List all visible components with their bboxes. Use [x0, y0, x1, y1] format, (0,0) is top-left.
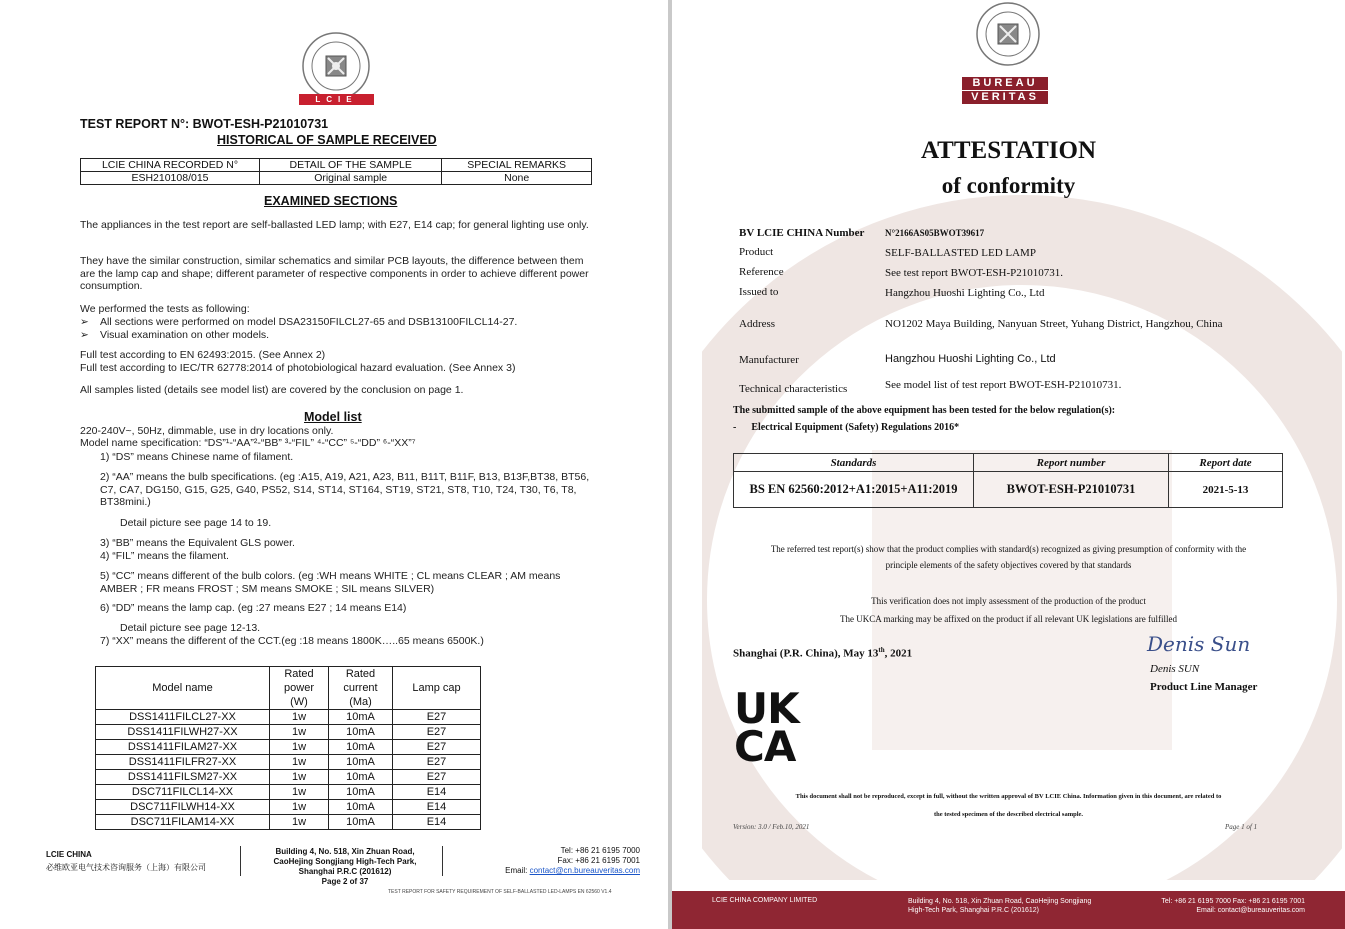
footer-address-line: Building 4, No. 518, Xin Zhuan Road,: [275, 847, 415, 856]
model-cell: E27: [393, 725, 481, 740]
field-label: Reference: [739, 266, 784, 278]
model-header-cell: Model name: [96, 667, 270, 710]
paragraph: They have the similar construction, similar schematics and similar PCB layouts, the difference between them are the lamp cap and shape; different parameter of respective components in order to achieve different power consumption.: [80, 255, 589, 292]
field-value: N°2166AS05BWOT39617: [885, 228, 985, 238]
field-value: SELF-BALLASTED LED LAMP: [885, 247, 1036, 259]
footer-doc-ref: TEST REPORT FOR SAFETY REQUIREMENT OF SELF-BALLASTED LED-LAMPS EN 62560 V1.4: [388, 889, 612, 895]
footer-address-line: High-Tech Park, Shanghai P.R.C (201612): [908, 907, 1040, 914]
model-cell: 10mA: [329, 740, 393, 755]
verification-line: The UKCA marking may be affixed on the product if all relevant UK legislations are fulfilled: [840, 614, 1177, 624]
field-value: Hangzhou Huoshi Lighting Co., Ltd: [885, 353, 1056, 365]
field-value: See model list of test report BWOT-ESH-P21010731.: [885, 379, 1122, 391]
sample-cell: None: [442, 172, 592, 185]
table-row: [96, 725, 481, 740]
list-item: 6) “DD” means the lamp cap. (eg :27 means E27 ; 14 means E14): [100, 602, 407, 614]
verification-statement: [672, 592, 1345, 628]
disclaimer-line: This document shall not be reproduced, except in full, without the written approval of BV LCIE China. Information given in this document, are related to: [795, 793, 1222, 800]
footer-tel-fax: Tel: +86 21 6195 7000 Fax: +86 21 6195 7001: [1161, 898, 1305, 905]
sample-cell: Original sample: [260, 172, 442, 185]
model-cell: 10mA: [329, 770, 393, 785]
list-item: 5) “CC” means different of the bulb colors. (eg :WH means WHITE ; CL means CLEAR ; AM means AMBER ; FR means FROST ; SM means SMOKE ; SIL means SILVER): [100, 570, 561, 595]
paragraph: All samples listed (details see model list) are covered by the conclusion on page 1.: [80, 384, 464, 396]
model-cell: E27: [393, 740, 481, 755]
footer-company: LCIE CHINA: [46, 850, 92, 859]
report-number: TEST REPORT N°: BWOT-ESH-P21010731: [80, 117, 329, 131]
model-list-title: Model list: [304, 410, 362, 424]
field-value: Hangzhou Huoshi Lighting Co., Ltd: [885, 287, 1045, 299]
model-cell: 1w: [270, 800, 329, 815]
place-date: [733, 646, 912, 660]
model-list-line: 220-240V~, 50Hz, dimmable, use in dry locations only.: [80, 425, 334, 437]
footer-address-line: Building 4, No. 518, Xin Zhuan Road, CaoHejing Songjiang: [908, 898, 1092, 905]
referred-statement: [672, 541, 1345, 573]
footer-tel: Tel: +86 21 6195 7000: [560, 846, 640, 855]
standard-cell: BS EN 62560:2012+A1:2015+A11:2019: [734, 472, 974, 508]
model-cell: E27: [393, 755, 481, 770]
footer-address: [245, 847, 445, 887]
table-row: [96, 755, 481, 770]
footer-email-link[interactable]: contact@cn.bureauveritas.com: [529, 866, 640, 875]
table-row: [96, 710, 481, 725]
disclaimer: [672, 788, 1345, 824]
report-number-cell: BWOT-ESH-P21010731: [974, 472, 1169, 508]
model-header-cell: Lamp cap: [393, 667, 481, 710]
paragraph: The appliances in the test report are self-ballasted LED lamp; with E27, E14 cap; for general lighting use only.: [80, 219, 589, 231]
footer-email: Email: contact@bureauveritas.com: [1196, 907, 1305, 914]
paragraph: Full test according to IEC/TR 62778:2014 of photobiological hazard evaluation. (See Annex 3): [80, 362, 516, 374]
veritas-logo-text: VERITAS: [962, 91, 1048, 104]
table-row: [96, 770, 481, 785]
page-number: Page 2 of 37: [321, 877, 369, 886]
table-row: [96, 815, 481, 830]
footer-contact: [450, 846, 640, 876]
field-label: Manufacturer: [739, 354, 799, 366]
footer-address: [908, 897, 1091, 915]
ukca-mark-line: CA: [734, 722, 796, 771]
model-cell: 1w: [270, 740, 329, 755]
list-item: 2) “AA” means the bulb specifications. (eg :A15, A19, A21, A23, B11, B11T, B11F, B13, B13F,BT38, BT56, C7, CA7, DG150, G15, G25, G40, PS52, S14, ST14, ST164, ST19, ST21, ST8, T10, T24, T30, T6, T8, BT38mini.): [100, 471, 590, 508]
model-cell: DSS1411FILSM27-XX: [96, 770, 270, 785]
standards-header-cell: Report date: [1169, 454, 1283, 472]
disclaimer-line: the tested specimen of the described electrical sample.: [933, 811, 1084, 818]
historical-title: HISTORICAL OF SAMPLE RECEIVED: [217, 133, 437, 147]
page-number: Page 1 of 1: [1225, 823, 1258, 831]
model-cell: 1w: [270, 770, 329, 785]
model-cell: DSC711FILWH14-XX: [96, 800, 270, 815]
list-item: Detail picture see page 14 to 19.: [120, 517, 272, 529]
field-label: Issued to: [739, 286, 779, 298]
verification-line: This verification does not imply assessment of the production of the product: [871, 596, 1146, 606]
table-row: [96, 785, 481, 800]
model-cell: 1w: [270, 725, 329, 740]
bureau-logo-text: BUREAU: [962, 77, 1048, 90]
list-item: 4) “FIL” means the filament.: [100, 550, 229, 562]
model-cell: DSC711FILAM14-XX: [96, 815, 270, 830]
footer-address-line: Shanghai P.R.C (201612): [298, 867, 392, 876]
list-item: Detail picture see page 12-13.: [120, 622, 261, 634]
model-table-body: [96, 710, 481, 830]
field-value: See test report BWOT-ESH-P21010731.: [885, 267, 1064, 279]
paragraph: Full test according to EN 62493:2015. (See Annex 2): [80, 349, 326, 361]
report-page-left: [0, 0, 668, 929]
standards-header-cell: Report number: [974, 454, 1169, 472]
model-cell: DSS1411FILFR27-XX: [96, 755, 270, 770]
model-cell: DSS1411FILCL27-XX: [96, 710, 270, 725]
attestation-page-right: [672, 0, 1345, 929]
model-cell: 10mA: [329, 800, 393, 815]
footer-divider: [240, 846, 241, 876]
bullet-arrow-icon: ➢: [80, 316, 89, 328]
footer-contact: [1132, 897, 1305, 915]
signer-name: Denis SUN: [1150, 663, 1200, 675]
footer-fax: Fax: +86 21 6195 7001: [557, 856, 640, 865]
lcie-logo-bar: LCIE: [299, 94, 374, 105]
field-label: Product: [739, 246, 774, 258]
bullet-text: All sections were performed on model DSA23150FILCL27-65 and DSB13100FILCL14-27.: [100, 316, 518, 328]
model-list-line: Model name specification: “DS”¹-“AA”²-“BB” ³-“FIL” ⁴-“CC” ⁵-“DD” ⁶-“XX”⁷: [80, 437, 416, 449]
model-header-cell: Rated current (Ma): [329, 667, 393, 710]
model-cell: DSS1411FILAM27-XX: [96, 740, 270, 755]
bureau-veritas-watermark: [702, 180, 1342, 880]
bullet-text: Visual examination on other models.: [100, 329, 270, 341]
place-date-sup: th: [878, 646, 885, 654]
ukca-mark-line: UK: [734, 684, 799, 733]
standards-table: [733, 453, 1283, 508]
report-date-cell: 2021-5-13: [1169, 472, 1283, 508]
list-item: 3) “BB” means the Equivalent GLS power.: [100, 537, 295, 549]
list-item: 1) “DS” means Chinese name of filament.: [100, 451, 294, 463]
sample-header-cell: LCIE CHINA RECORDED N°: [81, 159, 260, 172]
model-cell: 1w: [270, 785, 329, 800]
model-cell: 10mA: [329, 710, 393, 725]
submitted-statement: The submitted sample of the above equipment has been tested for the below regulation(s):: [733, 405, 1116, 416]
model-cell: 1w: [270, 755, 329, 770]
model-cell: 10mA: [329, 815, 393, 830]
bullet-arrow-icon: ➢: [80, 329, 89, 341]
version-label: Version: 3.0 / Feb.10, 2021: [733, 823, 810, 831]
footer-company-cn: 必维欧亚电气技术咨询服务（上海）有限公司: [46, 863, 206, 872]
list-item: 7) “XX” means the different of the CCT.(eg :18 means 1800K…..65 means 6500K.): [100, 635, 484, 647]
field-label: Technical characteristics: [739, 383, 848, 395]
model-header-cell: Rated power (W): [270, 667, 329, 710]
handwritten-signature: Denis Sun: [1147, 632, 1251, 656]
model-cell: E27: [393, 770, 481, 785]
model-cell: DSC711FILCL14-XX: [96, 785, 270, 800]
sample-table: [80, 158, 592, 185]
footer-address-line: CaoHejing Songjiang High-Tech Park,: [273, 857, 417, 866]
sample-header-cell: SPECIAL REMARKS: [442, 159, 592, 172]
bureau-veritas-seal-logo: [973, 0, 1043, 76]
examined-title: EXAMINED SECTIONS: [264, 194, 398, 208]
field-label: Address: [739, 318, 776, 330]
model-cell: E14: [393, 815, 481, 830]
model-cell: 10mA: [329, 725, 393, 740]
model-cell: 1w: [270, 710, 329, 725]
signer-title: Product Line Manager: [1150, 681, 1258, 693]
sample-cell: ESH210108/015: [81, 172, 260, 185]
model-cell: DSS1411FILWH27-XX: [96, 725, 270, 740]
model-table: [95, 666, 481, 830]
field-value: NO1202 Maya Building, Nanyuan Street, Yuhang District, Hangzhou, China: [885, 318, 1223, 330]
attestation-title: ATTESTATION: [920, 137, 1097, 164]
model-cell: 1w: [270, 815, 329, 830]
attestation-subtitle: of conformity: [941, 173, 1076, 198]
model-cell: 10mA: [329, 755, 393, 770]
model-cell: E27: [393, 710, 481, 725]
footer-company: LCIE CHINA COMPANY LIMITED: [712, 897, 818, 904]
referred-line: The referred test report(s) show that the product complies with standard(s) recognized as giving presumption of conformity with the: [770, 544, 1247, 554]
sample-header-cell: DETAIL OF THE SAMPLE: [260, 159, 442, 172]
table-row: [96, 800, 481, 815]
paragraph: We performed the tests as following:: [80, 303, 250, 315]
footer-bar: [672, 891, 1345, 929]
regulation-item: - Electrical Equipment (Safety) Regulations 2016*: [733, 422, 960, 433]
referred-line: principle elements of the safety objectives covered by that standards: [885, 560, 1132, 570]
field-label: BV LCIE CHINA Number: [739, 227, 865, 239]
place-date-text: Shanghai (P.R. China), May 13: [733, 647, 879, 660]
ukca-mark-icon: [734, 684, 799, 771]
table-row: [96, 740, 481, 755]
standards-header-cell: Standards: [734, 454, 974, 472]
model-cell: E14: [393, 785, 481, 800]
footer-email-label: Email:: [505, 866, 528, 875]
footer-divider: [442, 846, 443, 876]
place-date-year: , 2021: [884, 647, 913, 660]
model-cell: 10mA: [329, 785, 393, 800]
model-cell: E14: [393, 800, 481, 815]
